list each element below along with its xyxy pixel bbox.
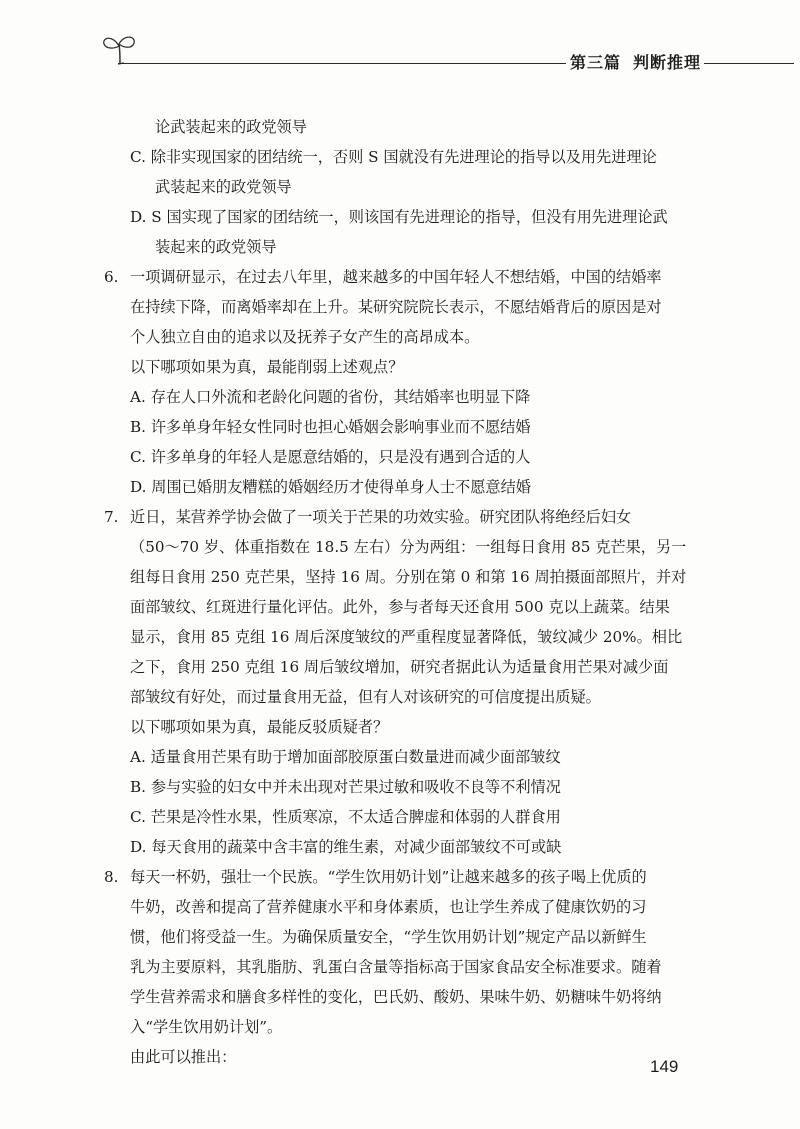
- q7-option-a: A. 适量食用芒果有助于增加面部胶原蛋白数量进而减少面部皱纹: [130, 748, 561, 766]
- header-rule-left: [118, 63, 566, 64]
- q8-stem-line: 学生营养需求和膳食多样性的变化，巴氏奶、酸奶、果味牛奶、奶糖味牛奶将纳: [130, 988, 662, 1006]
- sprout-icon: [98, 30, 142, 70]
- q7-option-c: C. 芒果是冷性水果，性质寒凉，不太适合脾虚和体弱的人群食用: [130, 808, 561, 826]
- q6-stem-line: 个人独立自由的追求以及抚养子女产生的高昂成本。: [130, 328, 480, 346]
- q6-question: 以下哪项如果为真，最能削弱上述观点？: [130, 358, 404, 376]
- q7-stem-line: （50～70 岁、体重指数在 18.5 左右）分为两组：一组每日食用 85 克芒果，另一: [130, 538, 687, 556]
- q6-option-b: B. 许多单身年轻女性同时也担心婚姻会影响事业而不愿结婚: [130, 418, 531, 436]
- q5-option-d: D. S 国实现了国家的团结统一，则该国有先进理论的指导，但没有用先进理论武: [130, 208, 668, 226]
- q7-stem-line: 组每日食用 250 克芒果，坚持 16 周。分别在第 0 和第 16 周拍摄面部照片，并对: [130, 568, 687, 586]
- q5-option-b-continued: 论武装起来的政党领导: [155, 118, 307, 136]
- q6-stem-line: 在持续下降，而离婚率却在上升。某研究院院长表示，不愿结婚背后的原因是对: [130, 298, 662, 316]
- q7-stem-line: 部皱纹有好处，而过量食用无益，但有人对该研究的可信度提出质疑。: [130, 688, 601, 706]
- q6-option-a: A. 存在人口外流和老龄化问题的省份，其结婚率也明显下降: [130, 388, 531, 406]
- q7-option-d: D. 每天食用的蔬菜中含丰富的维生素，对减少面部皱纹不可或缺: [130, 838, 562, 856]
- q7-stem-line: 面部皱纹、红斑进行量化评估。此外，参与者每天还食用 500 克以上蔬菜。结果: [130, 598, 670, 616]
- q7-number: 7.: [104, 508, 119, 526]
- q8-stem-line: 惯，他们将受益一生。为确保质量安全，“学生饮用奶计划”规定产品以新鲜生: [130, 928, 647, 946]
- q8-number: 8.: [104, 868, 119, 886]
- page-header: [0, 0, 800, 80]
- q6-number: 6.: [104, 268, 119, 286]
- q7-stem-line: 之下，食用 250 克组 16 周后皱纹增加，研究者据此认为适量食用芒果对减少面: [130, 658, 669, 676]
- q7-stem-line: 显示，食用 85 克组 16 周后深度皱纹的严重程度显著降低，皱纹减少 20%。相比: [130, 628, 683, 646]
- q8-stem-line: 入“学生饮用奶计划”。: [130, 1018, 283, 1036]
- header-part: 第三篇: [570, 53, 622, 72]
- q8-stem-line: 每天一杯奶，强壮一个民族。“学生饮用奶计划”让越来越多的孩子喝上优质的: [130, 868, 647, 886]
- q7-question: 以下哪项如果为真，最能反驳质疑者？: [130, 718, 389, 736]
- header-rule-right: [704, 63, 794, 64]
- q6-stem-line: 一项调研显示，在过去八年里，越来越多的中国年轻人不想结婚，中国的结婚率: [130, 268, 662, 286]
- q5-option-d-continued: 装起来的政党领导: [155, 238, 277, 256]
- header-title: [570, 50, 701, 73]
- header-section-title: 判断推理: [633, 53, 702, 72]
- q5-option-c-continued: 武装起来的政党领导: [155, 178, 292, 196]
- q8-stem-line: 牛奶，改善和提高了营养健康水平和身体素质，也让学生养成了健康饮奶的习: [130, 898, 647, 916]
- q5-option-c: C. 除非实现国家的团结统一，否则 S 国就没有先进理论的指导以及用先进理论: [130, 148, 657, 166]
- q8-stem-line: 乳为主要原料，其乳脂肪、乳蛋白含量等指标高于国家食品安全标准要求。随着: [130, 958, 662, 976]
- q6-option-c: C. 许多单身的年轻人是愿意结婚的，只是没有遇到合适的人: [130, 448, 531, 466]
- page-number: 149: [650, 1057, 679, 1076]
- q7-stem-line: 近日，某营养学协会做了一项关于芒果的功效实验。研究团队将绝经后妇女: [130, 508, 632, 526]
- q8-question: 由此可以推出：: [130, 1048, 237, 1066]
- q6-option-d: D. 周围已婚朋友糟糕的婚姻经历才使得单身人士不愿意结婚: [130, 478, 531, 496]
- q7-option-b: B. 参与实验的妇女中并未出现对芒果过敏和吸收不良等不利情况: [130, 778, 561, 796]
